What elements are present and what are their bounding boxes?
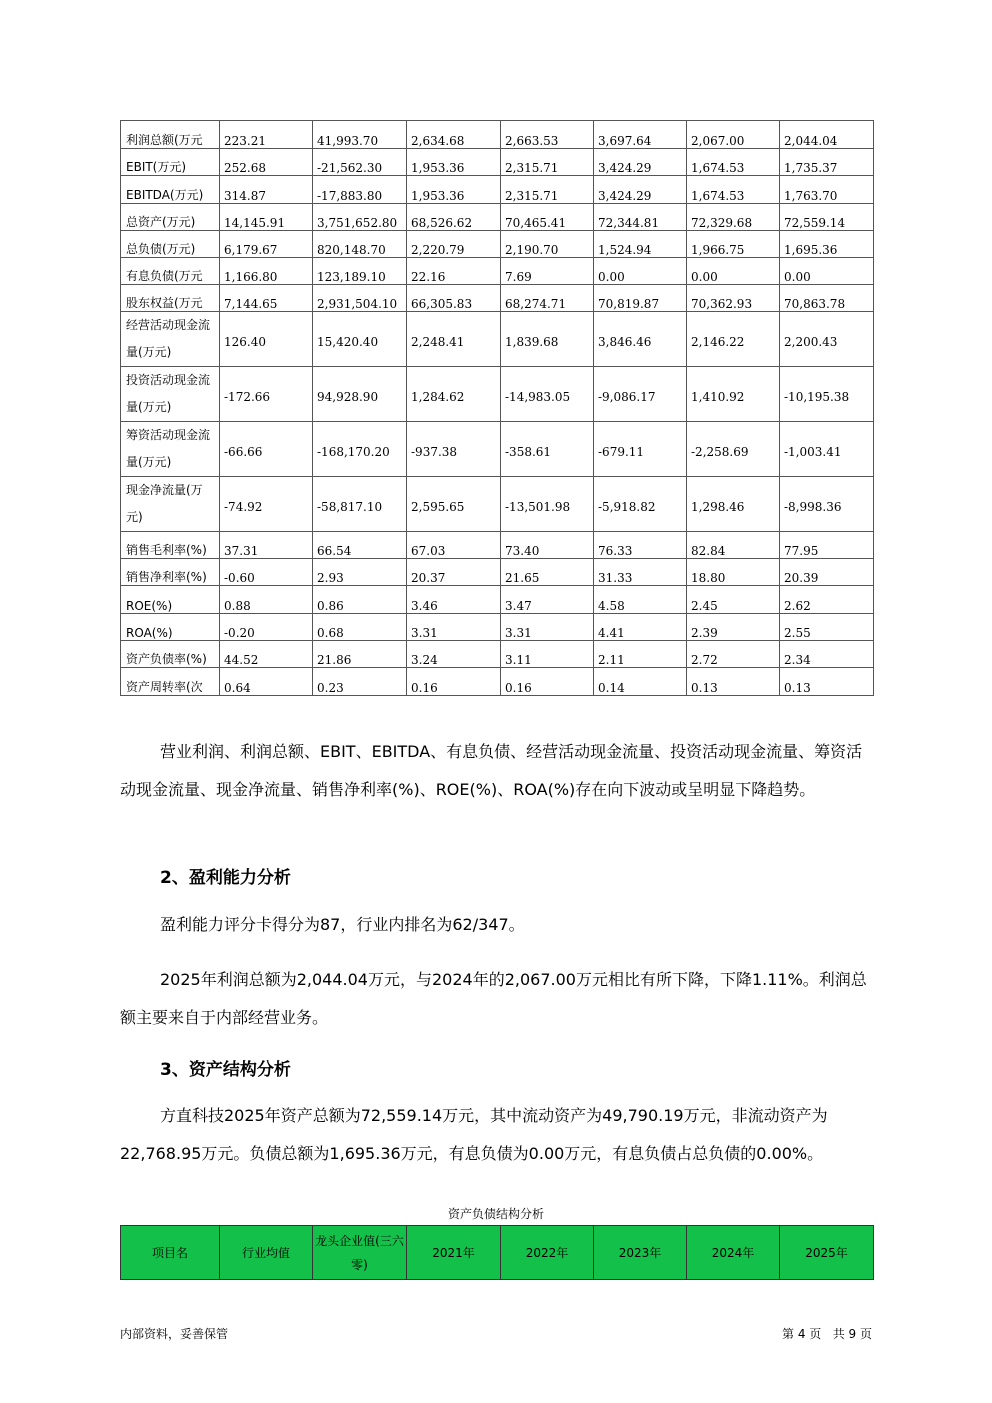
table-row xyxy=(121,204,874,231)
table-cell: -74.92 xyxy=(220,477,313,532)
profitability-score-paragraph: 盈利能力评分卡得分为87，行业内排名为62/347。 xyxy=(160,915,525,934)
row-label: ROA(%) xyxy=(121,614,220,641)
table-cell: 70,819.87 xyxy=(594,285,687,312)
table-cell: -679.11 xyxy=(594,422,687,477)
table-cell: 2,595.65 xyxy=(407,477,501,532)
table-cell: 6,179.67 xyxy=(220,231,313,258)
table-cell: 20.37 xyxy=(407,559,501,586)
table-cell: 66,305.83 xyxy=(407,285,501,312)
table-row xyxy=(121,641,874,668)
table-cell: 67.03 xyxy=(407,532,501,559)
table-cell: -937.38 xyxy=(407,422,501,477)
table-cell: 0.13 xyxy=(687,668,780,696)
header-year-2024: 2024年 xyxy=(687,1226,780,1280)
table-cell: 820,148.70 xyxy=(313,231,407,258)
table-cell: 0.16 xyxy=(501,668,594,696)
table-cell: 2,663.53 xyxy=(501,121,594,149)
table-cell: 0.00 xyxy=(687,258,780,285)
table-cell: -13,501.98 xyxy=(501,477,594,532)
table-cell: 3.47 xyxy=(501,586,594,614)
table-row xyxy=(121,477,874,532)
table-cell: 1,953.36 xyxy=(407,149,501,176)
row-label: 现金净流量(万元) xyxy=(121,477,220,532)
table-cell: 0.00 xyxy=(594,258,687,285)
table-cell: 314.87 xyxy=(220,176,313,204)
table-cell: 2.62 xyxy=(780,586,874,614)
table-cell: 76.33 xyxy=(594,532,687,559)
table-cell: -9,086.17 xyxy=(594,367,687,422)
table-cell: 1,735.37 xyxy=(780,149,874,176)
table-cell: -21,562.30 xyxy=(313,149,407,176)
table-cell: 1,298.46 xyxy=(687,477,780,532)
table-cell: 1,674.53 xyxy=(687,149,780,176)
table-cell: 223.21 xyxy=(220,121,313,149)
table-cell: -10,195.38 xyxy=(780,367,874,422)
table-cell: 0.68 xyxy=(313,614,407,641)
table-cell: 0.88 xyxy=(220,586,313,614)
table-cell: -8,998.36 xyxy=(780,477,874,532)
header-year-2025: 2025年 xyxy=(780,1226,874,1280)
table-cell: 3.46 xyxy=(407,586,501,614)
table-cell: 2,220.79 xyxy=(407,231,501,258)
table-cell: -2,258.69 xyxy=(687,422,780,477)
row-label: 有息负债(万元 xyxy=(121,258,220,285)
table-cell: 2,200.43 xyxy=(780,312,874,367)
table-cell: -58,817.10 xyxy=(313,477,407,532)
table-row xyxy=(121,532,874,559)
table-cell: -0.60 xyxy=(220,559,313,586)
row-label: 资产周转率(次 xyxy=(121,668,220,696)
table-cell: 66.54 xyxy=(313,532,407,559)
table-cell: -66.66 xyxy=(220,422,313,477)
row-label: 经营活动现金流量(万元) xyxy=(121,312,220,367)
table-cell: 1,166.80 xyxy=(220,258,313,285)
table-cell: 1,953.36 xyxy=(407,176,501,204)
table-cell: -172.66 xyxy=(220,367,313,422)
table-cell: 1,524.94 xyxy=(594,231,687,258)
row-label: EBITDA(万元) xyxy=(121,176,220,204)
table-row xyxy=(121,559,874,586)
table-cell: 37.31 xyxy=(220,532,313,559)
table-cell: 21.65 xyxy=(501,559,594,586)
profitability-heading: 2、盈利能力分析 xyxy=(160,868,291,888)
table-row xyxy=(121,231,874,258)
table-cell: 1,966.75 xyxy=(687,231,780,258)
table-cell: 1,763.70 xyxy=(780,176,874,204)
table-cell: 72,329.68 xyxy=(687,204,780,231)
asset-structure-heading: 3、资产结构分析 xyxy=(160,1060,291,1080)
table-cell: 4.58 xyxy=(594,586,687,614)
table-cell: -17,883.80 xyxy=(313,176,407,204)
table-cell: 3,424.29 xyxy=(594,149,687,176)
table-cell: 70,863.78 xyxy=(780,285,874,312)
row-label: 销售净利率(%) xyxy=(121,559,220,586)
table-cell: -5,918.82 xyxy=(594,477,687,532)
table-cell: -14,983.05 xyxy=(501,367,594,422)
table-cell: 0.00 xyxy=(780,258,874,285)
row-label: 资产负债率(%) xyxy=(121,641,220,668)
footer-page-number: 第 4 页 共 9 页 xyxy=(782,1327,872,1341)
row-label: 利润总额(万元 xyxy=(121,121,220,149)
table-cell: 2.34 xyxy=(780,641,874,668)
table-row xyxy=(121,422,874,477)
row-label: 销售毛利率(%) xyxy=(121,532,220,559)
balance-structure-table xyxy=(120,1225,874,1280)
financial-indicators-table xyxy=(120,120,874,696)
table-cell: 0.16 xyxy=(407,668,501,696)
table-cell: 3.24 xyxy=(407,641,501,668)
row-label: EBIT(万元) xyxy=(121,149,220,176)
table-cell: 18.80 xyxy=(687,559,780,586)
profit-total-paragraph: 2025年利润总额为2,044.04万元，与2024年的2,067.00万元相比有所下降，下降1.11%。利润总额主要来自于内部经营业务。 xyxy=(120,970,867,1027)
table-cell: 3.31 xyxy=(407,614,501,641)
table-cell: 2,634.68 xyxy=(407,121,501,149)
table-cell: 2,067.00 xyxy=(687,121,780,149)
table-cell: 44.52 xyxy=(220,641,313,668)
table-cell: 94,928.90 xyxy=(313,367,407,422)
table-cell: 72,344.81 xyxy=(594,204,687,231)
table-cell: 0.86 xyxy=(313,586,407,614)
table-cell: 20.39 xyxy=(780,559,874,586)
table-cell: 1,839.68 xyxy=(501,312,594,367)
table-cell: 77.95 xyxy=(780,532,874,559)
table-row xyxy=(121,176,874,204)
table-cell: 2,190.70 xyxy=(501,231,594,258)
table-cell: 2,248.41 xyxy=(407,312,501,367)
table-cell: -1,003.41 xyxy=(780,422,874,477)
balance-table-header-row xyxy=(121,1226,874,1280)
table-cell: 1,410.92 xyxy=(687,367,780,422)
row-label: 投资活动现金流量(万元) xyxy=(121,367,220,422)
table-cell: 2,146.22 xyxy=(687,312,780,367)
table-cell: 7,144.65 xyxy=(220,285,313,312)
header-industry-average: 行业均值 xyxy=(220,1226,313,1280)
table-cell: 1,284.62 xyxy=(407,367,501,422)
asset-structure-paragraph: 方直科技2025年资产总额为72,559.14万元，其中流动资产为49,790.19万元，非流动资产为22,768.95万元。负债总额为1,695.36万元，有息负债为0.00万元，有息负债占总负债的0.00%。 xyxy=(120,1106,828,1163)
table-cell: 3.31 xyxy=(501,614,594,641)
table-cell: -358.61 xyxy=(501,422,594,477)
table-cell: 70,465.41 xyxy=(501,204,594,231)
trend-summary-paragraph: 营业利润、利润总额、EBIT、EBITDA、有息负债、经营活动现金流量、投资活动现金流量、筹资活动现金流量、现金净流量、销售净利率(%)、ROE(%)、ROA(%)存在向下波动或呈明显下降趋势。 xyxy=(120,742,863,799)
table-cell: 2.55 xyxy=(780,614,874,641)
table-cell: 1,695.36 xyxy=(780,231,874,258)
header-leader-value: 龙头企业值(三六零) xyxy=(313,1226,407,1280)
table-row xyxy=(121,614,874,641)
table-cell: 123,189.10 xyxy=(313,258,407,285)
row-label: 总资产(万元) xyxy=(121,204,220,231)
header-year-2021: 2021年 xyxy=(407,1226,501,1280)
balance-table-caption: 资产负债结构分析 xyxy=(447,1207,544,1221)
table-cell: 14,145.91 xyxy=(220,204,313,231)
table-cell: 31.33 xyxy=(594,559,687,586)
table-cell: 2.39 xyxy=(687,614,780,641)
table-cell: 4.41 xyxy=(594,614,687,641)
table-cell: -0.20 xyxy=(220,614,313,641)
table-cell: 0.64 xyxy=(220,668,313,696)
table-cell: 68,526.62 xyxy=(407,204,501,231)
table-cell: 2.11 xyxy=(594,641,687,668)
table-cell: 3,846.46 xyxy=(594,312,687,367)
table-cell: 0.23 xyxy=(313,668,407,696)
table-cell: 2,931,504.10 xyxy=(313,285,407,312)
table-cell: 2.93 xyxy=(313,559,407,586)
row-label: 筹资活动现金流量(万元) xyxy=(121,422,220,477)
table-cell: 2.45 xyxy=(687,586,780,614)
table-row xyxy=(121,586,874,614)
table-cell: 7.69 xyxy=(501,258,594,285)
table-cell: 2,044.04 xyxy=(780,121,874,149)
table-row xyxy=(121,121,874,149)
table-cell: -168,170.20 xyxy=(313,422,407,477)
table-cell: 3,751,652.80 xyxy=(313,204,407,231)
table-cell: 72,559.14 xyxy=(780,204,874,231)
table-row xyxy=(121,258,874,285)
table-cell: 21.86 xyxy=(313,641,407,668)
table-cell: 252.68 xyxy=(220,149,313,176)
table-cell: 126.40 xyxy=(220,312,313,367)
header-year-2022: 2022年 xyxy=(501,1226,594,1280)
table-cell: 3.11 xyxy=(501,641,594,668)
table-cell: 0.13 xyxy=(780,668,874,696)
table-row xyxy=(121,312,874,367)
table-cell: 41,993.70 xyxy=(313,121,407,149)
table-cell: 1,674.53 xyxy=(687,176,780,204)
table-row xyxy=(121,367,874,422)
table-cell: 73.40 xyxy=(501,532,594,559)
header-item-name: 项目名 xyxy=(121,1226,220,1280)
table-row xyxy=(121,149,874,176)
table-row xyxy=(121,285,874,312)
row-label: 股东权益(万元 xyxy=(121,285,220,312)
row-label: 总负债(万元) xyxy=(121,231,220,258)
header-year-2023: 2023年 xyxy=(594,1226,687,1280)
table-cell: 3,424.29 xyxy=(594,176,687,204)
footer-confidential-note: 内部资料，妥善保管 xyxy=(120,1327,229,1341)
table-cell: 2,315.71 xyxy=(501,176,594,204)
table-cell: 82.84 xyxy=(687,532,780,559)
table-cell: 3,697.64 xyxy=(594,121,687,149)
row-label: ROE(%) xyxy=(121,586,220,614)
table-cell: 68,274.71 xyxy=(501,285,594,312)
table-cell: 70,362.93 xyxy=(687,285,780,312)
table-cell: 22.16 xyxy=(407,258,501,285)
table-cell: 15,420.40 xyxy=(313,312,407,367)
table-cell: 0.14 xyxy=(594,668,687,696)
table-cell: 2.72 xyxy=(687,641,780,668)
table-row xyxy=(121,668,874,696)
table-cell: 2,315.71 xyxy=(501,149,594,176)
